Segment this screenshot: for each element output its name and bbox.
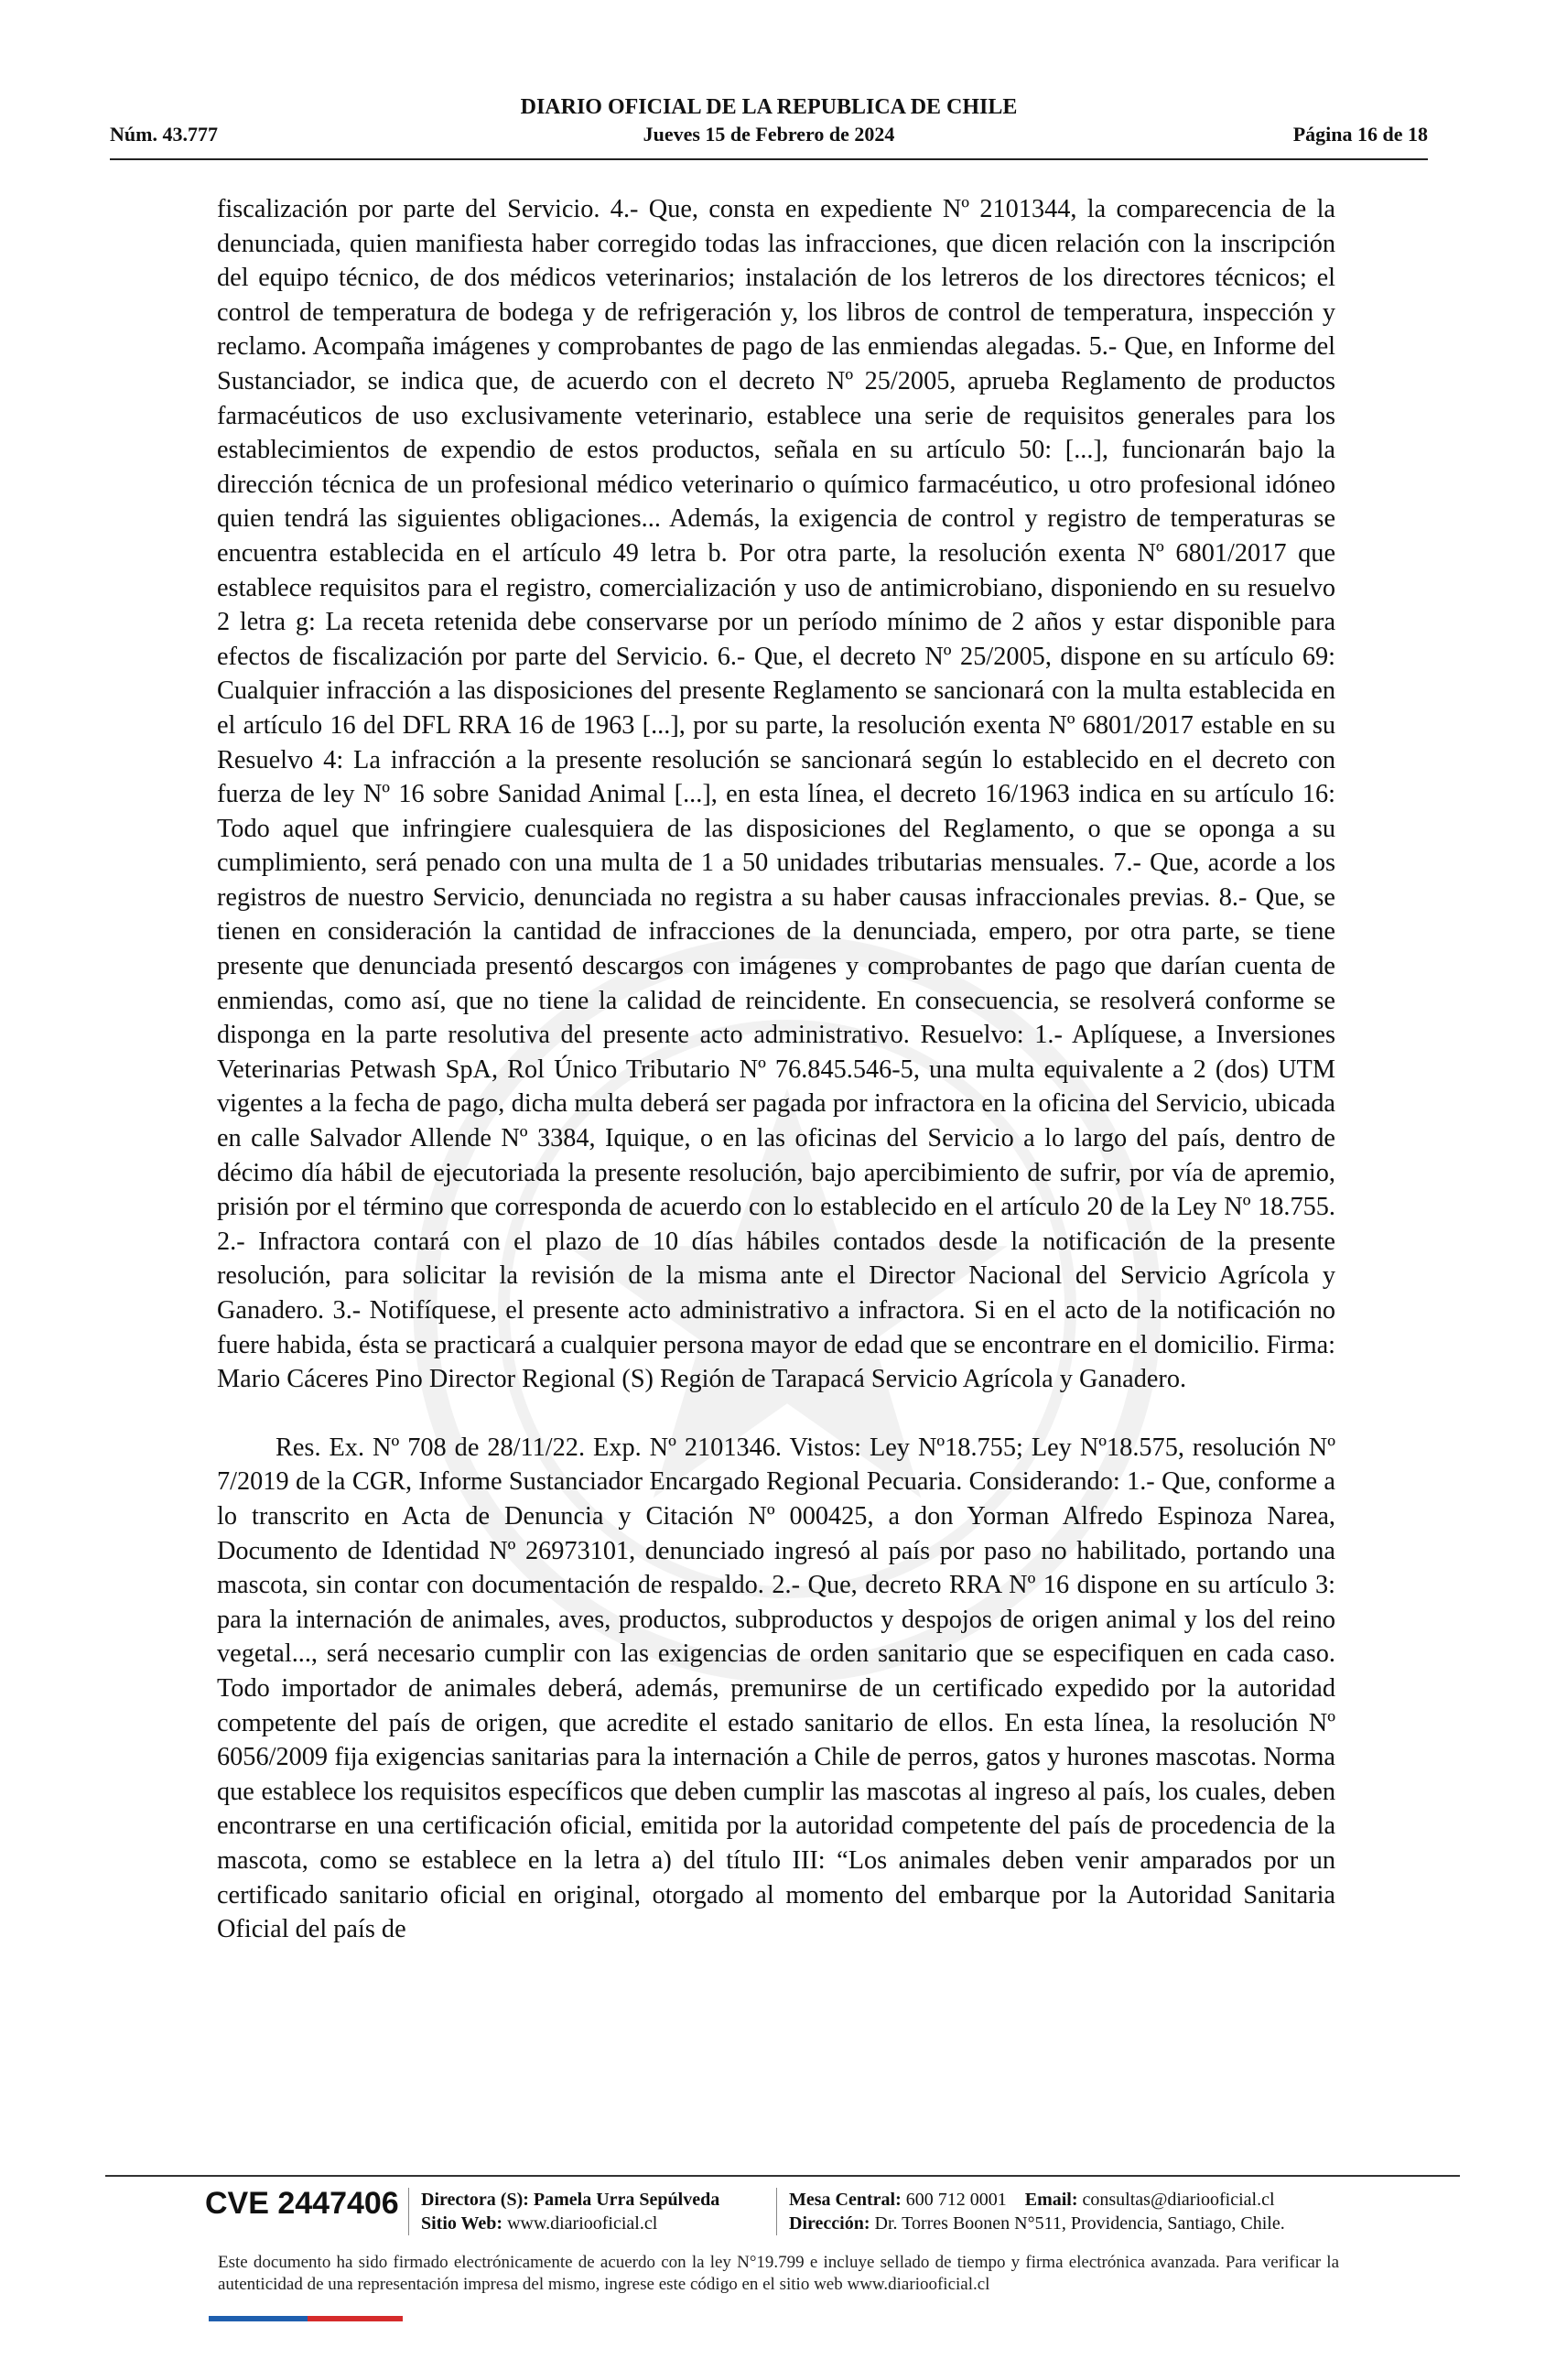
page-number: Página 16 de 18 [1292,123,1428,146]
email-link[interactable]: consultas@diariooficial.cl [1082,2190,1275,2210]
flag-bar-blue [209,2316,308,2321]
footer-separator [776,2188,777,2235]
director-label: Directora (S): [421,2190,529,2210]
email-label: Email: [1024,2190,1078,2210]
address-text: Dr. Torres Boonen N°511, Providencia, Santiago, Chile. [874,2213,1285,2234]
director-name: Pamela Urra Sepúlveda [533,2190,720,2210]
issue-number: Núm. 43.777 [110,123,218,146]
address-label: Dirección: [789,2213,870,2234]
website-label: Sitio Web: [421,2213,503,2234]
footer-separator [408,2188,409,2235]
phone-number: 600 712 0001 [905,2190,1007,2210]
legal-notice: Este documento ha sido firmado electrónicamente de acuerdo con la ley N°19.799 e incluye sellado de tiempo y firma electrónica avanzada. Para verificar la autenticidad de una representación impresa del mismo, ingrese este código en el sitio web www.diariooficial.cl [218,2253,1339,2294]
website-link[interactable]: www.diariooficial.cl [507,2213,658,2234]
footer-director-block [421,2188,719,2235]
flag-bar-red [308,2316,403,2321]
page-header [110,92,1428,156]
newspaper-title: DIARIO OFICIAL DE LA REPUBLICA DE CHILE [520,95,1018,119]
document-body [217,192,1335,1947]
cve-code: CVE 2447406 [205,2186,399,2221]
header-divider [110,158,1428,160]
footer-divider [105,2175,1460,2177]
body-paragraph: fiscalización por parte del Servicio. 4.- Que, consta en expediente Nº 2101344, la comparecencia de la denunciada, quien manifiesta haber corregido todas las infracciones, que dicen relación con la inscripción del equipo técnico, de dos médicos veterinarios; instalación de los letreros de los directores técnicos; el control de temperatura de bodega y de refrigeración y, los libros de control de temperatura, inspección y reclamo. Acompaña imágenes y comprobantes de pago de las enmiendas alegadas. 5.- Que, en Informe del Sustanciador, se indica que, de acuerdo con el decreto Nº 25/2005, aprueba Reglamento de productos farmacéuticos de uso exclusivamente veterinario, establece una serie de requisitos generales para los establecimientos de expendio de estos productos, señala en su artículo 50: [...], funcionarán bajo la dirección técnica de un profesional médico veterinario o químico farmacéutico, u otro profesional idóneo quien tendrá las siguientes obligaciones... Además, la exigencia de control y registro de temperaturas se encuentra establecida en el artículo 49 letra b. Por otra parte, la resolución exenta Nº 6801/2017 que establece requisitos para el registro, comercialización y uso de antimicrobiano, disponiendo en su resuelvo 2 letra g: La receta retenida debe conservarse por un período mínimo de 2 años y estar disponible para efectos de fiscalización por parte del Servicio. 6.- Que, el decreto Nº 25/2005, dispone en su artículo 69: Cualquier infracción a las disposiciones del presente Reglamento se sancionará con la multa establecida en el artículo 16 del DFL RRA 16 de 1963 [...], por su parte, la resolución exenta Nº 6801/2017 estable en su Resuelvo 4: La infracción a la presente resolución se sancionará según lo establecido en el decreto con fuerza de ley Nº 16 sobre Sanidad Animal [...], en esta línea, el decreto 16/1963 indica en su artículo 16: Todo aquel que infringiere cualesquiera de las disposiciones del Reglamento, o que se oponga a su cumplimiento, será penado con una multa de 1 a 50 unidades tributarias mensuales. 7.- Que, acorde a los registros de nuestro Servicio, denunciada no registra a su haber causas infraccionales previas. 8.- Que, se tienen en consideración la cantidad de infracciones de la denunciada, empero, por otra parte, se tiene presente que denunciada presentó descargos con imágenes y comprobantes de pago que darían cuenta de enmiendas, como así, que no tiene la calidad de reincidente. En consecuencia, se resolverá conforme se disponga en la parte resolutiva del presente acto administrativo. Resuelvo: 1.- Aplíquese, a Inversiones Veterinarias Petwash SpA, Rol Único Tributario Nº 76.845.546-5, una multa equivalente a 2 (dos) UTM vigentes a la fecha de pago, dicha multa deberá ser pagada por infractora en la oficina del Servicio, ubicada en calle Salvador Allende Nº 3384, Iquique, o en las oficinas del Servicio a lo largo del país, dentro de décimo día hábil de ejecutoriada la presente resolución, bajo apercibimiento de sufrir, por vía de apremio, prisión por el término que corresponda de acuerdo con lo establecido en el artículo 20 de la Ley Nº 18.755. 2.- Infractora contará con el plazo de 10 días hábiles contados desde la notificación de la presente resolución, para solicitar la revisión de la misma ante el Director Nacional del Servicio Agrícola y Ganadero. 3.- Notifíquese, el presente acto administrativo a infractora. Si en el acto de la notificación no fuere habida, ésta se practicará a cualquier persona mayor de edad que se encontrare en el domicilio. Firma: Mario Cáceres Pino Director Regional (S) Región de Tarapacá Servicio Agrícola y Ganadero. [217,195,1335,1394]
issue-date: Jueves 15 de Febrero de 2024 [643,123,895,146]
body-paragraph: Res. Ex. Nº 708 de 28/11/22. Exp. Nº 2101346. Vistos: Ley Nº18.755; Ley Nº18.575, resolución Nº 7/2019 de la CGR, Informe Sustanciador Encargado Regional Pecuaria. Considerando: 1.- Que, conforme a lo transcrito en Acta de Denuncia y Citación Nº 000425, a don Yorman Alfredo Espinoza Narea, Documento de Identidad Nº 26973101, denunciado ingresó al país por paso no habilitado, portando una mascota, sin contar con documentación de respaldo. 2.- Que, decreto RRA Nº 16 dispone en su artículo 3: para la internación de animales, aves, productos, subproductos y despojos de origen animal y los del reino vegetal..., será necesario cumplir con las exigencias de orden sanitario que se especifiquen en cada caso. Todo importador de animales deberá, además, premunirse de un certificado expedido por la autoridad competente del país de origen, que acredite el estado sanitario de ellos. En esta línea, la resolución Nº 6056/2009 fija exigencias sanitarias para la internación a Chile de perros, gatos y hurones mascotas. Norma que establece los requisitos específicos que deben cumplir las mascotas al ingreso al país, los cuales, deben encontrarse en una certificación oficial, emitida por la autoridad competente del país de procedencia de la mascota, como se establece en la letra a) del título III: “Los animales deben venir amparados por un certificado sanitario oficial en original, otorgado al momento del embarque por la Autoridad Sanitaria Oficial del país de [217,1433,1335,1944]
phone-label: Mesa Central: [789,2190,902,2210]
footer-contact-block [789,2188,1285,2235]
